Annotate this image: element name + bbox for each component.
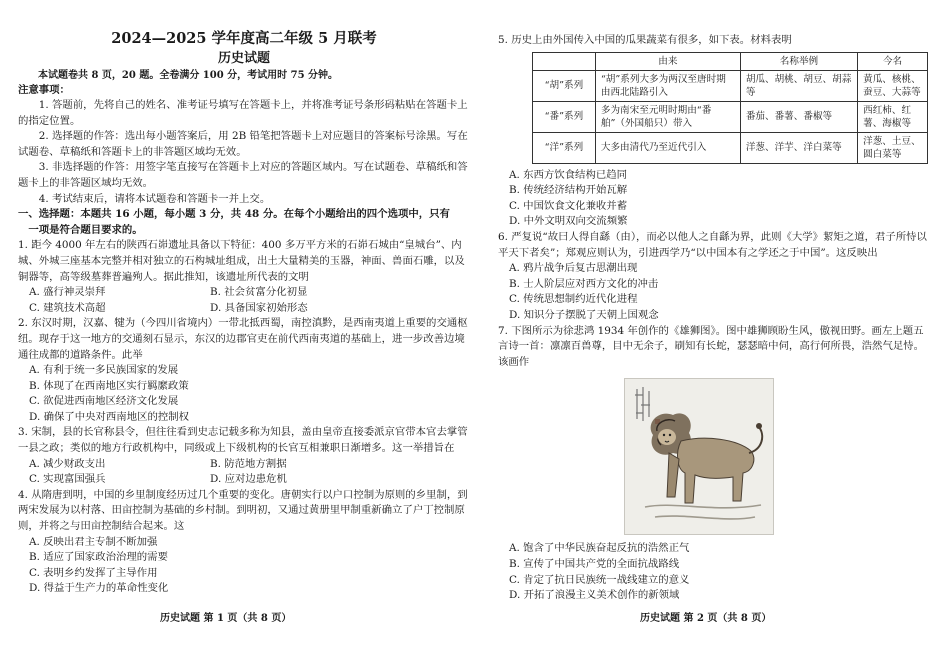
- option-c: C. 传统思想制约近代化进程: [509, 293, 638, 306]
- section-heading: 一、选择题：本题共 16 小题，每小题 3 分，共 48 分。在每个小题给出的四个选项中，只有: [18, 208, 450, 221]
- option-c: C. 欲促进西南地区经济文化发展: [29, 395, 179, 408]
- question-4: [18, 488, 470, 597]
- table-header-row: [533, 52, 928, 70]
- table-row: [533, 101, 928, 132]
- option-d: D. 具备国家初始形态: [210, 301, 308, 314]
- table-row: [533, 132, 928, 163]
- notice-item: 3. 非选择题的作答：用签字笔直接写在答题卡上对应的答题区域内。写在试题卷、草稿纸和答题卡上的非答题区域均无效。: [18, 161, 468, 189]
- option-b: B. 适应了国家政治治理的需要: [29, 551, 168, 564]
- table-cell: 胡瓜、胡桃、胡豆、胡蒜等: [740, 70, 857, 101]
- question-stem: 4. 从隋唐到明，中国的乡里制度经历过几个重要的变化。唐朝实行以户口控制为原则的乡里制，到两宋发展为以村落、田亩控制为基础的乡村制。到明初，又通过黄册里甲制重新确立了户丁控制原则，并将之与田亩控制结合起来。这: [18, 488, 468, 533]
- option-a: A. 东西方饮食结构已趋同: [509, 168, 628, 181]
- table-header: 由来: [595, 52, 740, 70]
- page-right: [498, 0, 928, 604]
- question-stem: 1. 距今 4000 年左右的陕西石峁遗址具备以下特征：400 多万平方米的石峁石城由“皇城台”、内城、外城三座基本完整并相对独立的石构城址组成，出土大量精美的玉器，神面、兽面石雕，以及铜器等，高等级墓葬普遍殉人。据此推知，该遗址所代表的文明: [18, 239, 465, 283]
- option-a: A. 饱含了中华民族奋起反抗的浩然正气: [509, 542, 690, 555]
- exam-meta: 本试题卷共 8 页，20 题。全卷满分 100 分，考试用时 75 分钟。: [38, 70, 339, 81]
- table-cell: 洋葱、土豆、圆白菜等: [858, 132, 928, 163]
- question-5: [498, 33, 928, 230]
- option-c: C. 建筑技术高超: [29, 301, 106, 314]
- notice-item: 2. 选择题的作答：选出每小题答案后，用 2B 铅笔把答题卡上对应题目的答案标号涂黑。写在试题卷、草稿纸和答题卡上的非答题区域均无效。: [18, 130, 468, 158]
- table-cell: “番”系列: [533, 101, 596, 132]
- lion-illustration: [625, 379, 773, 534]
- question-stem: 7. 下图所示为徐悲鸿 1934 年创作的《雄狮图》。图中雄狮顾盼生风，傲视田野。画左上题五言诗一首：凛凛百兽尊，目中无余子，刷知有长蛇，瑟瑟暗中伺，高行何所畏，浩然气足恃。该画作: [498, 324, 925, 368]
- lion-painting: [624, 378, 774, 535]
- page-left: [18, 0, 470, 597]
- produce-table: [532, 52, 928, 164]
- table-cell: 西红柿、红薯、海椒等: [858, 101, 928, 132]
- page-footer: 历史试题 第 2 页（共 8 页）: [640, 613, 772, 624]
- question-3: [18, 425, 470, 487]
- table-header: [533, 52, 596, 70]
- option-d: D. 应对边患危机: [210, 473, 287, 486]
- exam-title: 2024—2025 学年度高二年级 5 月联考: [111, 30, 377, 47]
- option-a: A. 有利于统一多民族国家的发展: [29, 364, 179, 377]
- option-b: B. 传统经济结构开始瓦解: [509, 184, 628, 197]
- option-b: B. 防范地方割据: [210, 457, 287, 470]
- page-footer: 历史试题 第 1 页（共 8 页）: [160, 613, 292, 624]
- question-1: [18, 238, 470, 316]
- section-heading-cont: 一项是符合题目要求的。: [28, 223, 143, 236]
- option-a: A. 减少财政支出: [29, 457, 106, 470]
- option-d: D. 确保了中央对西南地区的控制权: [29, 410, 190, 423]
- question-2: [18, 316, 470, 425]
- option-c: C. 表明乡约发挥了主导作用: [29, 566, 158, 579]
- table-header: 名称举例: [740, 52, 857, 70]
- notice-item: 1. 答题前，先将自己的姓名、准考证号填写在答题卡上，并将准考证号条形码粘贴在答题卡上的指定位置。: [18, 99, 468, 127]
- subject-title: 历史试题: [217, 51, 270, 66]
- option-b: B. 社会贫富分化初显: [210, 286, 308, 299]
- option-a: A. 反映出君主专制不断加强: [29, 535, 158, 548]
- question-6: [498, 230, 928, 324]
- option-c: C. 实现富国强兵: [29, 473, 106, 486]
- option-b: B. 士人阶层应对西方文化的冲击: [509, 277, 659, 290]
- option-a: A. 鸦片战争后复古思潮出现: [509, 262, 638, 275]
- question-stem: 2. 东汉时期，汉嘉、犍为（今四川省境内）一带北抵西蜀，南控滇黔，是西南夷道上重要的交通枢纽。现存于这一地方的交通刻石显示，东汉的边郡官吏在前代西南夷道的基础上，进一步改善边境通往成都的道路条件。此举: [18, 317, 468, 361]
- option-d: D. 开拓了浪漫主义美术创作的新领域: [509, 589, 680, 602]
- table-header: 今名: [858, 52, 928, 70]
- table-row: [533, 70, 928, 101]
- table-cell: 大多由清代乃至近代引入: [595, 132, 740, 163]
- notice-heading: 注意事项：: [18, 84, 70, 96]
- table-cell: 多为南宋至元明时期由“番舶”（外国船只）带入: [595, 101, 740, 132]
- option-c: C. 肯定了抗日民族统一战线建立的意义: [509, 573, 690, 586]
- table-cell: 黄瓜、核桃、蚕豆、大蒜等: [858, 70, 928, 101]
- option-a: A. 盛行神灵崇拜: [29, 286, 106, 299]
- question-7: [498, 324, 928, 604]
- option-d: D. 得益于生产力的革命性变化: [29, 582, 169, 595]
- option-b: B. 体现了在西南地区实行羁縻政策: [29, 379, 189, 392]
- option-d: D. 中外文明双向交流频繁: [509, 215, 628, 228]
- question-stem: 6. 严复说“故曰人得自繇（由），而必以他人之自繇为界，此则《大学》絜矩之道，君子所恃以平天下者矣”；郑观应则认为，引进西学乃“以中国本有之学还之于中国”。这反映出: [498, 230, 927, 259]
- table-cell: 番茄、番薯、番椒等: [740, 101, 857, 132]
- question-stem: 3. 宋制，县的长官称县令，但往往看到史志记载多称为知县，盖由皇帝直接委派京官带本官去掌管一县之政；类似的地方行政机构中，同级或上下级机构的长官互相兼职日渐增多。这一举措旨在: [18, 426, 468, 455]
- table-cell: “洋”系列: [533, 132, 596, 163]
- table-cell: “胡”系列: [533, 70, 596, 101]
- notice-item: 4. 考试结束后，请将本试题卷和答题卡一并上交。: [38, 192, 271, 205]
- table-cell: 洋葱、洋芋、洋白菜等: [740, 132, 857, 163]
- table-cell: “胡”系列大多为两汉至唐时期由西北陆路引入: [595, 70, 740, 101]
- option-d: D. 知识分子摆脱了天朝上国观念: [509, 308, 659, 321]
- option-b: B. 宣传了中国共产党的全面抗战路线: [509, 557, 680, 570]
- option-c: C. 中国饮食文化兼收并蓄: [509, 199, 628, 212]
- question-stem: 5. 历史上由外国传入中国的瓜果蔬菜有很多，如下表。材料表明: [498, 34, 792, 46]
